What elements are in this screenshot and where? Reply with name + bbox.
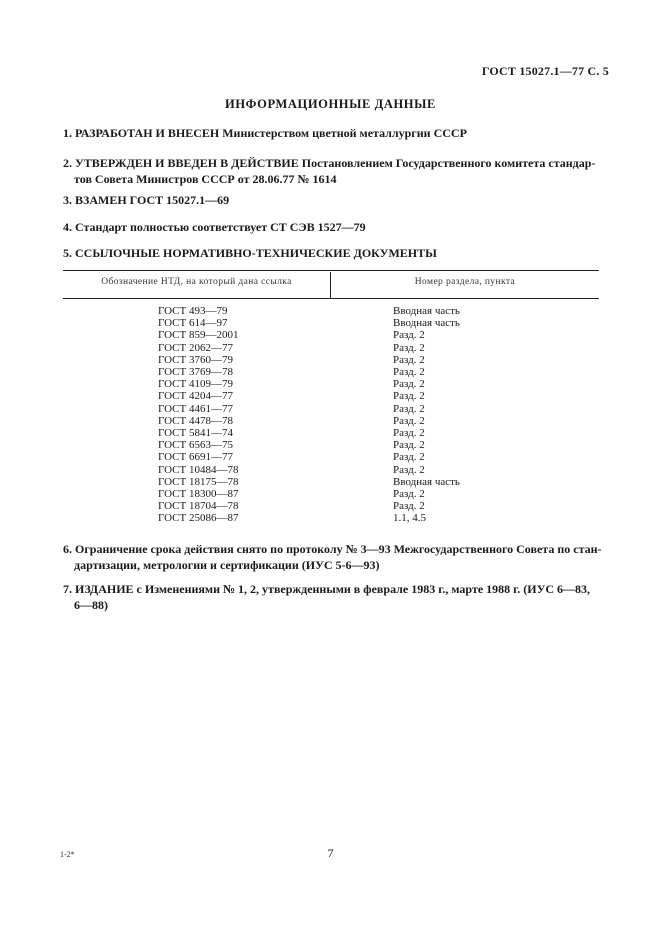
table-cell-section: Разд. 2 xyxy=(393,402,425,415)
table-header-section: Номер раздела, пункта xyxy=(414,277,516,287)
table-cell-section: Разд. 2 xyxy=(393,353,425,366)
item-1-developed-by xyxy=(63,125,603,141)
table-cell-section: Вводная часть xyxy=(393,475,460,488)
item-4-conformity xyxy=(63,219,603,235)
item-1-line-1: 1. РАЗРАБОТАН И ВНЕСЕН Министерством цветной металлургии СССР xyxy=(63,126,467,140)
table-cell-designation: ГОСТ 4478—78 xyxy=(158,414,233,427)
table-cell-designation: ГОСТ 18300—87 xyxy=(158,488,239,501)
item-3-replaces xyxy=(63,192,603,208)
table-cell-section: 1.1, 4.5 xyxy=(393,512,426,525)
table-column-designation xyxy=(158,305,238,525)
table-cell-section: Разд. 2 xyxy=(393,439,425,452)
item-3-line-1: 3. ВЗАМЕН ГОСТ 15027.1—69 xyxy=(63,193,230,207)
table-header-rule xyxy=(63,298,599,299)
table-cell-section: Разд. 2 xyxy=(393,500,425,513)
table-cell-section: Разд. 2 xyxy=(393,341,425,354)
table-cell-designation: ГОСТ 10484—78 xyxy=(158,463,239,476)
table-cell-designation: ГОСТ 4461—77 xyxy=(158,402,233,415)
item-6-line-1: 6. Ограничение срока действия снято по протоколу № 3—93 Межгосударственного Совета по стан- xyxy=(63,542,602,556)
table-cell-designation: ГОСТ 614—97 xyxy=(158,317,228,330)
table-cell-section: Разд. 2 xyxy=(393,427,425,440)
table-cell-section: Разд. 2 xyxy=(393,451,425,464)
item-5-line-1: 5. ССЫЛОЧНЫЕ НОРМАТИВНО-ТЕХНИЧЕСКИЕ ДОКУМЕНТЫ xyxy=(63,246,437,260)
table-cell-section: Разд. 2 xyxy=(393,366,425,379)
table-cell-designation: ГОСТ 493—79 xyxy=(158,305,228,317)
table-column-section xyxy=(393,305,460,525)
item-6-validity xyxy=(63,541,603,573)
document-header: ГОСТ 15027.1—77 С. 5 xyxy=(481,64,609,78)
item-7-edition xyxy=(63,581,603,613)
item-5-referenced-docs xyxy=(63,245,603,261)
table-cell-designation: ГОСТ 6691—77 xyxy=(158,451,233,464)
table-cell-section: Разд. 2 xyxy=(393,378,425,391)
table-cell-designation: ГОСТ 4109—79 xyxy=(158,378,233,391)
item-6-line-2: дартизации, метрологии и сертификации (ИУС 5-6—93) xyxy=(74,558,380,572)
table-cell-designation: ГОСТ 4204—77 xyxy=(158,390,233,403)
item-7-line-1: 7. ИЗДАНИЕ с Изменениями № 1, 2, утвержденными в феврале 1983 г., марте 1988 г. (ИУС 6—83, xyxy=(63,582,591,596)
table-header-designation: Обозначение НТД, на который дана ссылка xyxy=(101,277,292,287)
table-cell-designation: ГОСТ 3760—79 xyxy=(158,353,233,366)
item-2-approved xyxy=(63,155,603,187)
table-cell-designation: ГОСТ 3769—78 xyxy=(158,366,233,379)
table-top-rule xyxy=(63,270,599,271)
table-cell-designation: ГОСТ 2062—77 xyxy=(158,341,233,354)
item-2-line-1: 2. УТВЕРЖДЕН И ВВЕДЕН В ДЕЙСТВИЕ Постановлением Государственного комитета стандар- xyxy=(63,156,596,170)
sheet-mark: 1-2* xyxy=(60,850,75,859)
item-7-line-2: 6—88) xyxy=(74,598,108,612)
table-cell-designation: ГОСТ 6563—75 xyxy=(158,439,233,452)
table-cell-section: Разд. 2 xyxy=(393,390,425,403)
table-cell-section: Разд. 2 xyxy=(393,414,425,427)
table-cell-section: Вводная часть xyxy=(393,317,460,330)
table-cell-section: Разд. 2 xyxy=(393,488,425,501)
table-cell-designation: ГОСТ 859—2001 xyxy=(158,329,239,342)
item-2-line-2: тов Совета Министров СССР от 28.06.77 № 1614 xyxy=(74,172,337,186)
page-number: 7 xyxy=(327,846,334,860)
item-4-line-1: 4. Стандарт полностью соответствует СТ СЭВ 1527—79 xyxy=(63,220,366,234)
table-cell-designation: ГОСТ 18704—78 xyxy=(158,500,239,513)
table-cell-section: Разд. 2 xyxy=(393,329,425,342)
table-cell-section: Вводная часть xyxy=(393,305,460,317)
table-cell-designation: ГОСТ 18175—78 xyxy=(158,475,239,488)
table-cell-designation: ГОСТ 5841—74 xyxy=(158,427,233,440)
table-cell-designation: ГОСТ 25086—87 xyxy=(158,512,239,525)
page-title: ИНФОРМАЦИОННЫЕ ДАННЫЕ xyxy=(225,97,436,111)
table-cell-section: Разд. 2 xyxy=(393,463,425,476)
